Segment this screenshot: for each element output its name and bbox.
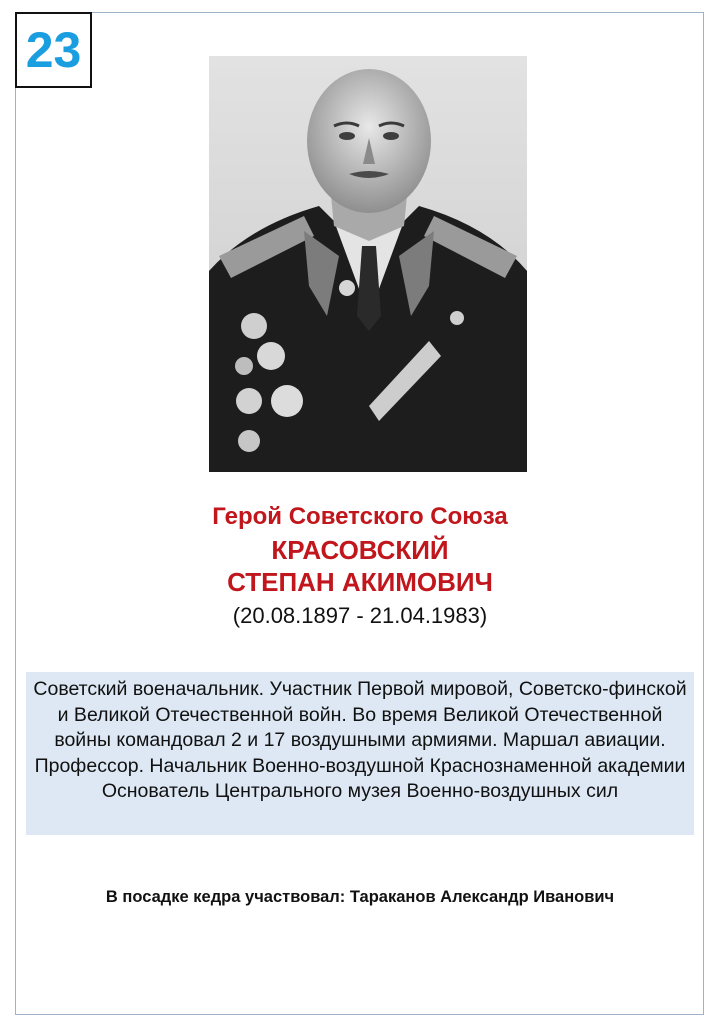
portrait-illustration: [209, 56, 527, 472]
biography-text: Советский военачальник. Участник Первой мировой, Советско-финской и Великой Отечественной войн. Во время Великой Отечественной войны командовал 2 и 17 воздушными армиями. Маршал авиации. Профессор. Начальник Военно-воздушной Краснознаменной академии Основатель Центрального музея Военно-воздушных сил: [26, 672, 694, 835]
hero-title: Герой Советского Союза: [212, 503, 508, 530]
person-surname: КРАСОВСКИЙ: [271, 535, 449, 565]
portrait-photo: [209, 56, 527, 472]
person-given-names: СТЕПАН АКИМОВИЧ: [227, 567, 493, 597]
life-dates: (20.08.1897 - 21.04.1983): [232, 603, 488, 628]
tree-planting-note: В посадке кедра участвовал: Тараканов Александр Иванович: [105, 888, 615, 906]
card-number: 23: [15, 12, 92, 88]
